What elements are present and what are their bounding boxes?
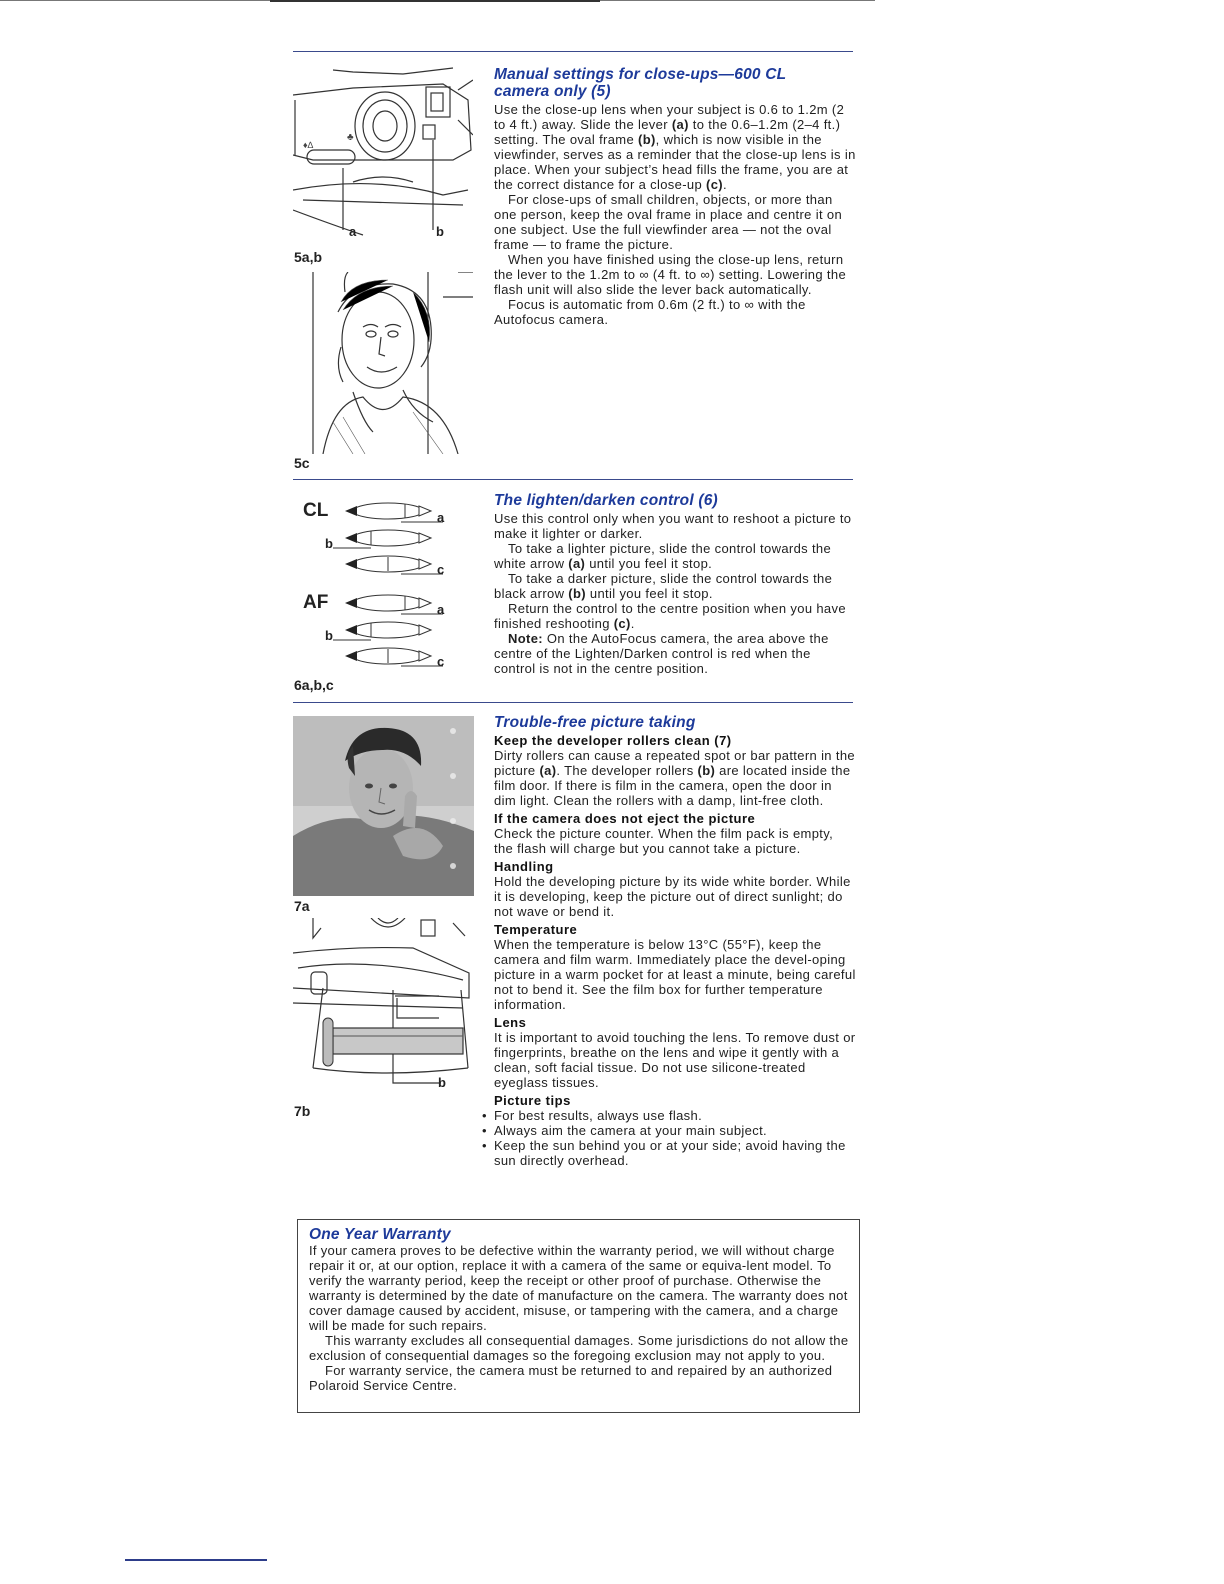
- figure-5c: [293, 272, 473, 454]
- paragraph: Focus is automatic from 0.6m (2 ft.) to ∞ with the Autofocus camera.: [494, 297, 806, 327]
- top-edge-rule-dark: [270, 0, 600, 2]
- label-b: b: [436, 224, 444, 239]
- subheading: Picture tips: [494, 1093, 571, 1108]
- portrait-photo-with-roller-marks: [293, 716, 474, 896]
- figure-caption: 6a,b,c: [294, 677, 334, 693]
- paragraph: When the temperature is below 13°C (55°F), keep the camera and film warm. Immediately place the devel-oping picture in a warm pocket for at least a minute, being careful not to bend it. See the film box for further temperature information.: [494, 937, 856, 1012]
- figure-7b: [293, 918, 473, 1102]
- warranty-box: [297, 1219, 860, 1413]
- picture-tips-list: [482, 1108, 856, 1168]
- paragraph: Check the picture counter. When the film pack is empty, the flash will charge but you cannot take a picture.: [494, 826, 834, 856]
- af-label: AF: [303, 592, 329, 613]
- subheading: Lens: [494, 1015, 527, 1030]
- list-item: • For best results, always use flash.: [482, 1108, 703, 1123]
- subheading: Handling: [494, 859, 554, 874]
- paragraph: It is important to avoid touching the lens. To remove dust or fingerprints, breathe on the lens and wipe it gently with a clean, soft facial tissue. Do not use silicone-treated eyeglass tissues.: [494, 1030, 856, 1090]
- section-heading: Manual settings for close-ups—600 CL camera only (5): [494, 66, 787, 100]
- svg-text:c: c: [437, 654, 445, 669]
- bullet-icon: •: [482, 1108, 487, 1123]
- section-trouble-free: [482, 714, 856, 1168]
- section-divider: [293, 702, 853, 703]
- warranty-heading: One Year Warranty: [309, 1226, 451, 1243]
- bullet-icon: •: [482, 1123, 487, 1138]
- svg-text:b: b: [325, 628, 333, 643]
- svg-text:♣: ♣: [347, 132, 354, 143]
- paragraph: Return the control to the centre position when you have finished reshooting (c).: [494, 601, 846, 631]
- section-lighten-darken: [494, 492, 856, 676]
- paragraph: If your camera proves to be defective within the warranty period, we will without charge repair it or, at our option, replace it with a camera of the same or equiva-lent model. To verify the warranty period, keep the receipt or other proof of purchase. Otherwise the warranty is determined by the date of manufacture on the camera. The warranty does not cover damage caused by accident, misuse, or tampering with the camera, and a charge will be made for such repairs.: [309, 1243, 848, 1333]
- figure-caption: 7a: [294, 898, 310, 914]
- svg-text:b: b: [325, 536, 333, 551]
- paragraph: To take a lighter picture, slide the control towards the white arrow (a) until you feel it stop.: [494, 541, 832, 571]
- paragraph: For warranty service, the camera must be returned to and repaired by an authorized Polaroid Service Centre.: [309, 1363, 833, 1393]
- svg-text:♦∆: ♦∆: [303, 140, 314, 150]
- paragraph: For close-ups of small children, objects, or more than one person, keep the oval frame in place and centre it on one subject. Use the full viewfinder area — not the oval frame — to frame the picture.: [494, 192, 843, 252]
- paragraph: When you have finished using the close-up lens, return the lever to the 1.2m to ∞ (4 ft. to ∞) setting. Lowering the flash unit will also slide the lever back automatically.: [494, 252, 847, 297]
- figure-5ab: [293, 60, 473, 244]
- section-heading: Trouble-free picture taking: [494, 714, 696, 731]
- list-item: • Always aim the camera at your main subject.: [482, 1123, 767, 1138]
- subheading: If the camera does not eject the picture: [494, 811, 756, 826]
- section-divider: [293, 51, 853, 52]
- camera-film-door-rollers-illustration: [293, 918, 473, 1102]
- paragraph: Use this control only when you want to reshoot a picture to make it lighter or darker.: [494, 511, 852, 541]
- note-paragraph: Note: On the AutoFocus camera, the area above the centre of the Lighten/Darken control is red when the control is not in the centre position.: [494, 631, 829, 676]
- paragraph: This warranty excludes all consequential damages. Some jurisdictions do not allow the exclusion of consequential damages so the foregoing exclusion may not apply to you.: [309, 1333, 849, 1363]
- subheading: Temperature: [494, 922, 578, 937]
- figure-caption: 5a,b: [294, 249, 323, 265]
- figure-6abc: [293, 494, 473, 674]
- subheading: Keep the developer rollers clean (7): [494, 733, 732, 748]
- camera-close-up-lens-illustration: [293, 60, 473, 244]
- section-close-ups: [494, 66, 856, 327]
- section-heading: The lighten/darken control (6): [494, 492, 718, 509]
- section-divider: [293, 479, 853, 480]
- label-b: b: [438, 1075, 446, 1090]
- svg-text:a: a: [437, 510, 445, 525]
- paragraph: Hold the developing picture by its wide white border. While it is developing, keep the picture out of direct sunlight; do not wave or bend it.: [494, 874, 851, 919]
- svg-text:c: c: [437, 562, 445, 577]
- cl-label: CL: [303, 500, 329, 521]
- face-in-oval-frame-illustration: [293, 272, 473, 454]
- bottom-edge-rule: [125, 1559, 267, 1561]
- bullet-icon: •: [482, 1138, 487, 1153]
- paragraph: Use the close-up lens when your subject is 0.6 to 1.2m (2 to 4 ft.) away. Slide the lever (a) to the 0.6–1.2m (2–4 ft.) setting. The oval frame (b), which is now visible in the viewfinder, serves as a reminder that the close-up lens is in place. When your subject’s head fills the frame, you are at the correct distance for a close-up (c).: [494, 102, 856, 192]
- figure-caption: 5c: [294, 455, 310, 471]
- list-item: • Keep the sun behind you or at your side; avoid having the sun directly overhead.: [482, 1138, 846, 1168]
- figure-7a: [293, 716, 474, 896]
- paragraph: To take a darker picture, slide the control towards the black arrow (b) until you feel it stop.: [494, 571, 833, 601]
- svg-text:a: a: [437, 602, 445, 617]
- figure-caption: 7b: [294, 1103, 311, 1119]
- paragraph: Dirty rollers can cause a repeated spot or bar pattern in the picture (a). The developer rollers (b) are located inside the film door. If there is film in the camera, open the door in dim light. Clean the rollers with a damp, lint-free cloth.: [494, 748, 855, 808]
- lighten-darken-slider-diagram: [293, 494, 473, 674]
- label-a: a: [349, 224, 357, 239]
